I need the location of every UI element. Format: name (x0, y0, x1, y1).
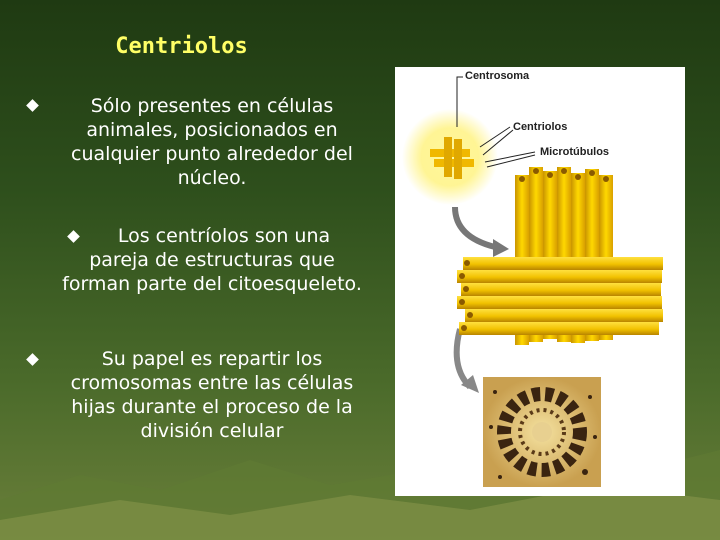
label-centrosoma: Centrosoma (465, 70, 530, 82)
bullet-text-3: Su papel es repartir los cromosomas entre las células hijas durante el proceso de la división celular (70, 348, 354, 442)
arrow-head-icon (493, 239, 509, 257)
arrow-icon (455, 207, 495, 247)
bullet-text-2: Los centríolos son una pareja de estructuras que forman parte del citoesqueleto. (62, 225, 362, 295)
label-microtubulos: Microtúbulos (540, 146, 610, 158)
arrow-icon (457, 329, 470, 387)
centriole-horizontal (457, 257, 663, 335)
micrograph-image (483, 377, 601, 487)
slide-title: Centriolos (115, 34, 248, 59)
bullet-text-1: Sólo presentes en células animales, posicionados en cualquier punto alrededor del núcleo. (71, 95, 353, 189)
centrosome-diagram (395, 67, 685, 496)
label-centriolos: Centriolos (513, 121, 568, 133)
bullet-icon (26, 99, 39, 112)
bullet-icon (26, 353, 39, 366)
